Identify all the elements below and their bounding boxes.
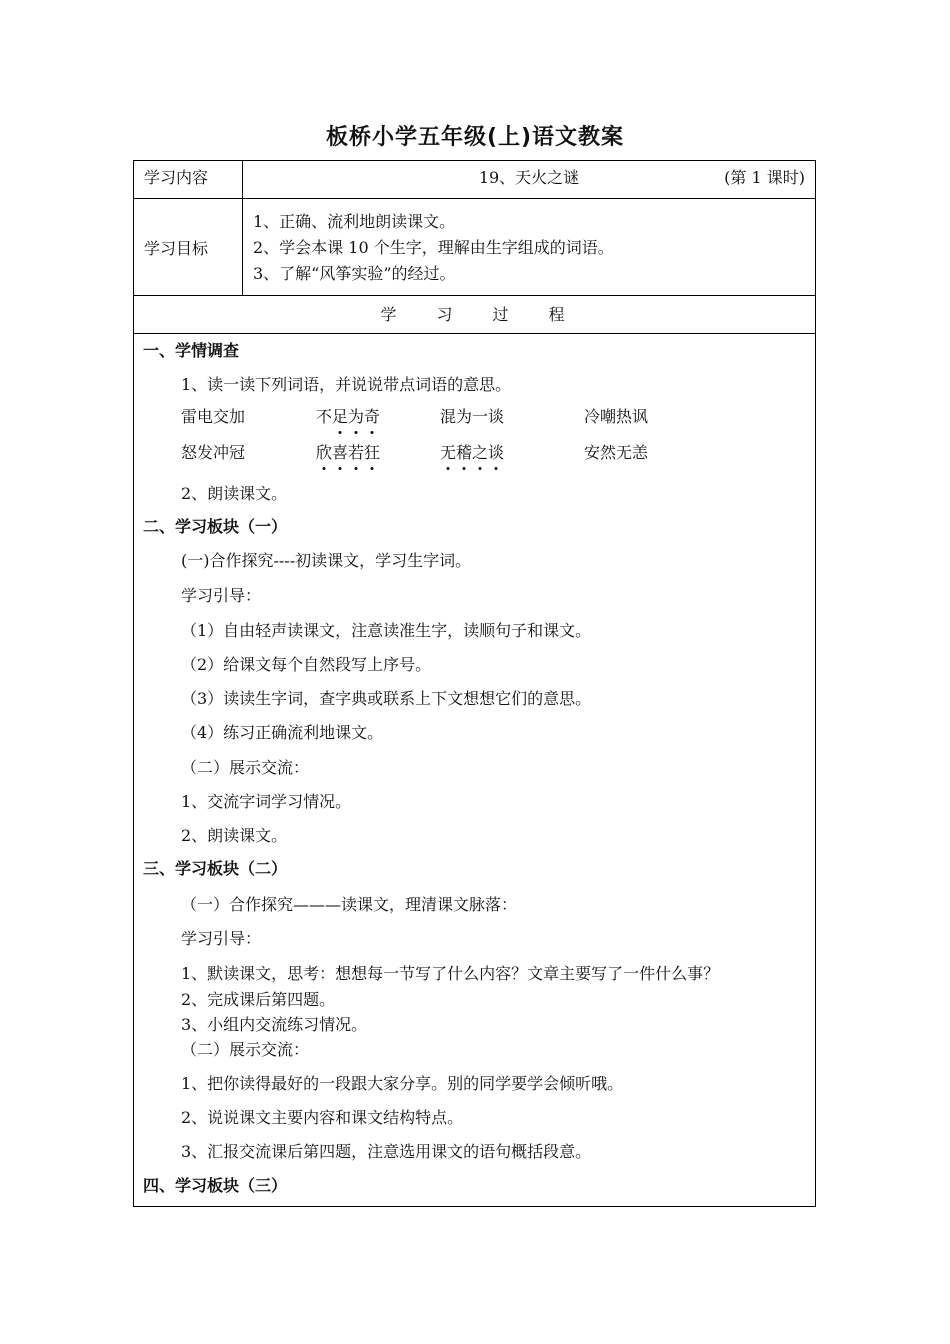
subsection-title: （二）展示交流： — [181, 758, 310, 777]
process-header-char: 学 — [380, 305, 401, 324]
step-item: 3、小组内交流练习情况。 — [181, 1015, 368, 1034]
subsection-title: （一）合作探究———读课文，理清课文脉落： — [181, 895, 518, 914]
goals-row — [134, 199, 815, 296]
share-item: 2、说说课文主要内容和课文结构特点。 — [181, 1108, 464, 1127]
word-item-dotted: 不足为奇 — [316, 404, 380, 427]
section-heading: 四、学习板块（三） — [143, 1176, 288, 1195]
word-item: 安然无恙 — [584, 443, 649, 462]
word-item-dotted: 无稽之谈 — [440, 440, 504, 463]
share-item: 3、汇报交流课后第四题，注意选用课文的语句概括段意。 — [181, 1142, 592, 1161]
process-body — [134, 334, 815, 1206]
step-item: 1、默读课文，思考：想想每一节写了什么内容？文章主要写了一件什么事？ — [181, 964, 720, 983]
guide-label: 学习引导： — [181, 586, 262, 605]
goal-item: 3、了解“风筝实验”的经过。 — [253, 264, 456, 283]
word-item: 雷电交加 — [181, 407, 246, 426]
lesson-plan-table — [133, 160, 816, 1207]
question-text: 2、朗读课文。 — [181, 484, 288, 503]
content-label: 学习内容 — [134, 161, 243, 198]
share-item: 1、把你读得最好的一段跟大家分享。别的同学要学会倾听哦。 — [181, 1074, 624, 1093]
goal-item: 2、学会本课 10 个生字，理解由生字组成的词语。 — [253, 238, 614, 257]
page-title: 板桥小学五年级(上)语文教案 — [325, 125, 625, 150]
step-item: （4）练习正确流利地课文。 — [181, 723, 384, 742]
process-header-char: 过 — [492, 305, 513, 324]
content-cell — [243, 161, 815, 198]
word-item: 混为一谈 — [440, 407, 505, 426]
share-item: 1、交流字词学习情况。 — [181, 792, 352, 811]
step-item: （1）自由轻声读课文，注意读准生字，读顺句子和课文。 — [181, 621, 592, 640]
content-row — [134, 161, 815, 199]
step-item: （3）读读生字词，查字典或联系上下文想想它们的意思。 — [181, 689, 592, 708]
section-heading: 三、学习板块（二） — [143, 859, 288, 878]
subsection-title: (一)合作探究----初读课文，学习生字词。 — [181, 551, 472, 570]
section-heading: 一、学情调查 — [143, 341, 240, 360]
step-item: 2、完成课后第四题。 — [181, 990, 336, 1009]
word-item-dotted: 欣喜若狂 — [316, 440, 380, 463]
lesson-title: 19、天火之谜 — [478, 168, 580, 187]
goal-item: 1、正确、流利地朗读课文。 — [253, 212, 456, 231]
process-header — [134, 296, 815, 333]
session-label: (第 1 课时) — [724, 168, 805, 187]
goals-cell — [243, 199, 815, 295]
process-header-row — [134, 296, 815, 334]
goals-label: 学习目标 — [134, 199, 243, 295]
process-header-char: 习 — [436, 305, 457, 324]
step-item: （2）给课文每个自然段写上序号。 — [181, 655, 432, 674]
guide-label: 学习引导： — [181, 929, 262, 948]
share-item: 2、朗读课文。 — [181, 826, 288, 845]
word-item: 冷嘲热讽 — [584, 407, 649, 426]
subsection-title: （二）展示交流： — [181, 1040, 310, 1059]
word-item: 怒发冲冠 — [181, 443, 246, 462]
question-text: 1、读一读下列词语，并说说带点词语的意思。 — [181, 375, 512, 394]
section-heading: 二、学习板块（一） — [143, 517, 288, 536]
process-header-char: 程 — [548, 305, 569, 324]
